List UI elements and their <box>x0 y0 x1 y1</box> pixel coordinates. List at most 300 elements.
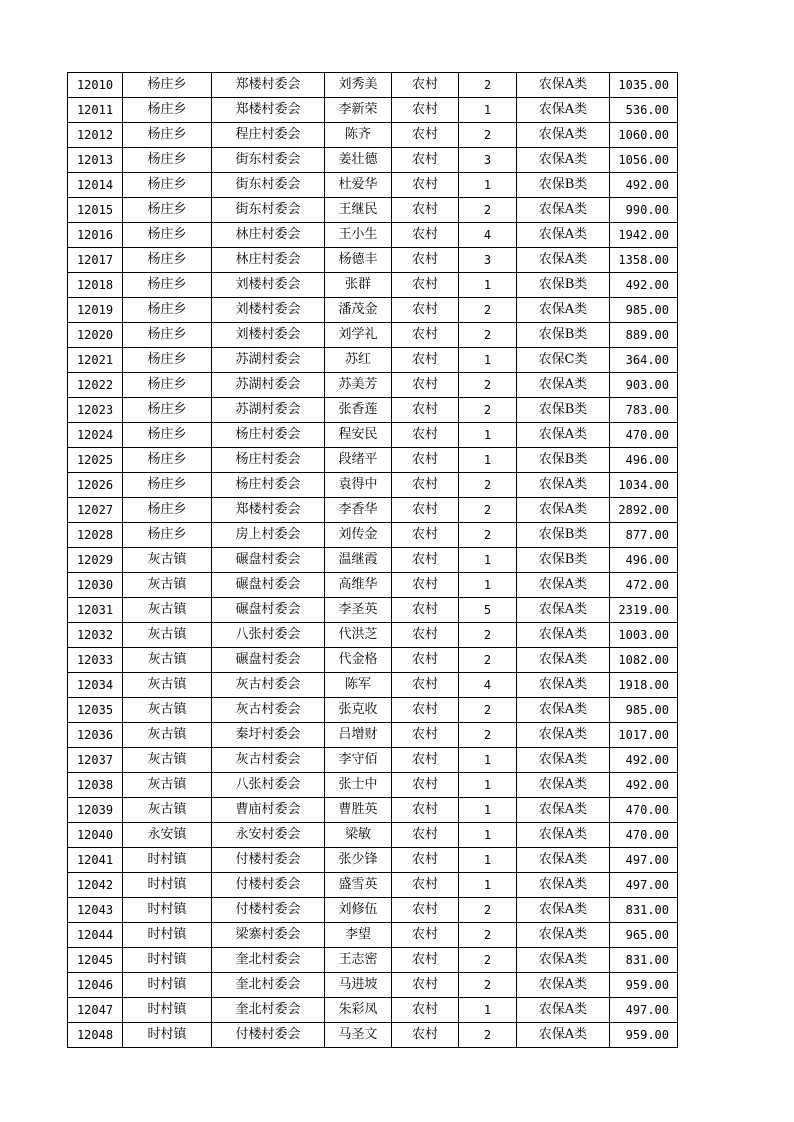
village-committee-cell: 付楼村委会 <box>212 898 325 923</box>
household-count-cell: 1 <box>459 548 517 573</box>
village-committee-cell: 程庄村委会 <box>212 123 325 148</box>
person-name-cell: 苏红 <box>325 348 392 373</box>
amount-cell: 985.00 <box>610 298 678 323</box>
village-committee-cell: 奎北村委会 <box>212 973 325 998</box>
record-id-cell: 12028 <box>68 523 123 548</box>
person-name-cell: 李望 <box>325 923 392 948</box>
person-name-cell: 杨德丰 <box>325 248 392 273</box>
record-id-cell: 12032 <box>68 623 123 648</box>
table-row <box>68 398 678 423</box>
insurance-category-cell: 农保A类 <box>517 623 610 648</box>
township-cell: 灰古镇 <box>123 723 212 748</box>
residence-type-cell: 农村 <box>392 573 459 598</box>
record-id-cell: 12010 <box>68 73 123 98</box>
table-row <box>68 523 678 548</box>
village-committee-cell: 杨庄村委会 <box>212 448 325 473</box>
person-name-cell: 温继霞 <box>325 548 392 573</box>
amount-cell: 470.00 <box>610 823 678 848</box>
record-id-cell: 12022 <box>68 373 123 398</box>
insurance-category-cell: 农保A类 <box>517 498 610 523</box>
insurance-category-cell: 农保A类 <box>517 148 610 173</box>
insurance-category-cell: 农保A类 <box>517 823 610 848</box>
residence-type-cell: 农村 <box>392 248 459 273</box>
person-name-cell: 陈齐 <box>325 123 392 148</box>
household-count-cell: 2 <box>459 723 517 748</box>
household-count-cell: 1 <box>459 823 517 848</box>
township-cell: 灰古镇 <box>123 673 212 698</box>
record-id-cell: 12019 <box>68 298 123 323</box>
village-committee-cell: 奎北村委会 <box>212 998 325 1023</box>
amount-cell: 1034.00 <box>610 473 678 498</box>
table-row <box>68 348 678 373</box>
village-committee-cell: 灰古村委会 <box>212 673 325 698</box>
insurance-category-cell: 农保B类 <box>517 173 610 198</box>
table-row <box>68 248 678 273</box>
person-name-cell: 梁敏 <box>325 823 392 848</box>
record-id-cell: 12043 <box>68 898 123 923</box>
insurance-category-cell: 农保A类 <box>517 248 610 273</box>
village-committee-cell: 碾盘村委会 <box>212 648 325 673</box>
village-committee-cell: 杨庄村委会 <box>212 473 325 498</box>
amount-cell: 497.00 <box>610 873 678 898</box>
table-row <box>68 173 678 198</box>
table-row <box>68 323 678 348</box>
amount-cell: 492.00 <box>610 773 678 798</box>
household-count-cell: 2 <box>459 623 517 648</box>
insurance-category-cell: 农保A类 <box>517 298 610 323</box>
person-name-cell: 马进坡 <box>325 973 392 998</box>
person-name-cell: 李圣英 <box>325 598 392 623</box>
household-count-cell: 1 <box>459 423 517 448</box>
insurance-category-cell: 农保A类 <box>517 223 610 248</box>
village-committee-cell: 林庄村委会 <box>212 248 325 273</box>
township-cell: 灰古镇 <box>123 623 212 648</box>
insurance-category-cell: 农保A类 <box>517 1023 610 1048</box>
person-name-cell: 姜壮德 <box>325 148 392 173</box>
household-count-cell: 2 <box>459 698 517 723</box>
table-row <box>68 448 678 473</box>
amount-cell: 496.00 <box>610 448 678 473</box>
records-table <box>67 72 678 1048</box>
amount-cell: 1017.00 <box>610 723 678 748</box>
household-count-cell: 2 <box>459 323 517 348</box>
table-row <box>68 298 678 323</box>
record-id-cell: 12018 <box>68 273 123 298</box>
household-count-cell: 1 <box>459 348 517 373</box>
residence-type-cell: 农村 <box>392 848 459 873</box>
residence-type-cell: 农村 <box>392 948 459 973</box>
residence-type-cell: 农村 <box>392 1023 459 1048</box>
township-cell: 杨庄乡 <box>123 473 212 498</box>
amount-cell: 470.00 <box>610 798 678 823</box>
household-count-cell: 2 <box>459 73 517 98</box>
township-cell: 杨庄乡 <box>123 498 212 523</box>
table-row <box>68 973 678 998</box>
village-committee-cell: 杨庄村委会 <box>212 423 325 448</box>
household-count-cell: 1 <box>459 773 517 798</box>
village-committee-cell: 郑楼村委会 <box>212 498 325 523</box>
insurance-category-cell: 农保A类 <box>517 648 610 673</box>
township-cell: 时村镇 <box>123 873 212 898</box>
township-cell: 灰古镇 <box>123 773 212 798</box>
amount-cell: 472.00 <box>610 573 678 598</box>
insurance-category-cell: 农保A类 <box>517 423 610 448</box>
township-cell: 杨庄乡 <box>123 523 212 548</box>
township-cell: 时村镇 <box>123 923 212 948</box>
person-name-cell: 王小生 <box>325 223 392 248</box>
insurance-category-cell: 农保A类 <box>517 773 610 798</box>
amount-cell: 536.00 <box>610 98 678 123</box>
township-cell: 杨庄乡 <box>123 248 212 273</box>
village-committee-cell: 街东村委会 <box>212 148 325 173</box>
person-name-cell: 段绪平 <box>325 448 392 473</box>
person-name-cell: 代洪芝 <box>325 623 392 648</box>
person-name-cell: 朱彩凤 <box>325 998 392 1023</box>
residence-type-cell: 农村 <box>392 798 459 823</box>
person-name-cell: 程安民 <box>325 423 392 448</box>
table-row <box>68 373 678 398</box>
village-committee-cell: 灰古村委会 <box>212 698 325 723</box>
table-row <box>68 1023 678 1048</box>
table-row <box>68 273 678 298</box>
village-committee-cell: 八张村委会 <box>212 773 325 798</box>
residence-type-cell: 农村 <box>392 623 459 648</box>
township-cell: 时村镇 <box>123 998 212 1023</box>
residence-type-cell: 农村 <box>392 898 459 923</box>
table-row <box>68 648 678 673</box>
table-row <box>68 548 678 573</box>
village-committee-cell: 苏湖村委会 <box>212 348 325 373</box>
table-row <box>68 73 678 98</box>
person-name-cell: 刘秀美 <box>325 73 392 98</box>
table-row <box>68 473 678 498</box>
household-count-cell: 2 <box>459 523 517 548</box>
insurance-category-cell: 农保A类 <box>517 748 610 773</box>
residence-type-cell: 农村 <box>392 723 459 748</box>
record-id-cell: 12024 <box>68 423 123 448</box>
household-count-cell: 3 <box>459 248 517 273</box>
township-cell: 灰古镇 <box>123 698 212 723</box>
township-cell: 杨庄乡 <box>123 98 212 123</box>
table-row <box>68 673 678 698</box>
residence-type-cell: 农村 <box>392 548 459 573</box>
township-cell: 杨庄乡 <box>123 323 212 348</box>
household-count-cell: 1 <box>459 798 517 823</box>
residence-type-cell: 农村 <box>392 923 459 948</box>
village-committee-cell: 刘楼村委会 <box>212 273 325 298</box>
person-name-cell: 刘学礼 <box>325 323 392 348</box>
household-count-cell: 2 <box>459 948 517 973</box>
record-id-cell: 12014 <box>68 173 123 198</box>
village-committee-cell: 林庄村委会 <box>212 223 325 248</box>
insurance-category-cell: 农保A类 <box>517 698 610 723</box>
household-count-cell: 2 <box>459 198 517 223</box>
village-committee-cell: 秦圩村委会 <box>212 723 325 748</box>
amount-cell: 1003.00 <box>610 623 678 648</box>
household-count-cell: 1 <box>459 998 517 1023</box>
record-id-cell: 12048 <box>68 1023 123 1048</box>
township-cell: 杨庄乡 <box>123 223 212 248</box>
village-committee-cell: 曹庙村委会 <box>212 798 325 823</box>
record-id-cell: 12029 <box>68 548 123 573</box>
residence-type-cell: 农村 <box>392 348 459 373</box>
residence-type-cell: 农村 <box>392 398 459 423</box>
insurance-category-cell: 农保B类 <box>517 523 610 548</box>
table-row <box>68 148 678 173</box>
amount-cell: 2892.00 <box>610 498 678 523</box>
person-name-cell: 高维华 <box>325 573 392 598</box>
household-count-cell: 3 <box>459 148 517 173</box>
residence-type-cell: 农村 <box>392 273 459 298</box>
amount-cell: 889.00 <box>610 323 678 348</box>
township-cell: 灰古镇 <box>123 573 212 598</box>
person-name-cell: 张士中 <box>325 773 392 798</box>
household-count-cell: 2 <box>459 298 517 323</box>
record-id-cell: 12039 <box>68 798 123 823</box>
person-name-cell: 张少锋 <box>325 848 392 873</box>
insurance-category-cell: 农保A类 <box>517 798 610 823</box>
township-cell: 杨庄乡 <box>123 173 212 198</box>
township-cell: 灰古镇 <box>123 748 212 773</box>
household-count-cell: 1 <box>459 573 517 598</box>
amount-cell: 470.00 <box>610 423 678 448</box>
household-count-cell: 2 <box>459 648 517 673</box>
insurance-category-cell: 农保A类 <box>517 973 610 998</box>
township-cell: 杨庄乡 <box>123 123 212 148</box>
insurance-category-cell: 农保A类 <box>517 923 610 948</box>
amount-cell: 959.00 <box>610 1023 678 1048</box>
person-name-cell: 杜爱华 <box>325 173 392 198</box>
table-row <box>68 598 678 623</box>
residence-type-cell: 农村 <box>392 498 459 523</box>
township-cell: 杨庄乡 <box>123 148 212 173</box>
residence-type-cell: 农村 <box>392 448 459 473</box>
insurance-category-cell: 农保A类 <box>517 848 610 873</box>
household-count-cell: 4 <box>459 673 517 698</box>
amount-cell: 783.00 <box>610 398 678 423</box>
person-name-cell: 代金格 <box>325 648 392 673</box>
residence-type-cell: 农村 <box>392 598 459 623</box>
amount-cell: 1358.00 <box>610 248 678 273</box>
village-committee-cell: 梁寨村委会 <box>212 923 325 948</box>
residence-type-cell: 农村 <box>392 98 459 123</box>
residence-type-cell: 农村 <box>392 423 459 448</box>
person-name-cell: 张香莲 <box>325 398 392 423</box>
township-cell: 杨庄乡 <box>123 348 212 373</box>
residence-type-cell: 农村 <box>392 223 459 248</box>
amount-cell: 364.00 <box>610 348 678 373</box>
person-name-cell: 苏美芳 <box>325 373 392 398</box>
table-row <box>68 198 678 223</box>
record-id-cell: 12023 <box>68 398 123 423</box>
residence-type-cell: 农村 <box>392 748 459 773</box>
table-row <box>68 573 678 598</box>
table-row <box>68 998 678 1023</box>
household-count-cell: 1 <box>459 173 517 198</box>
household-count-cell: 1 <box>459 848 517 873</box>
residence-type-cell: 农村 <box>392 648 459 673</box>
residence-type-cell: 农村 <box>392 773 459 798</box>
record-id-cell: 12016 <box>68 223 123 248</box>
residence-type-cell: 农村 <box>392 523 459 548</box>
amount-cell: 1060.00 <box>610 123 678 148</box>
record-id-cell: 12030 <box>68 573 123 598</box>
amount-cell: 959.00 <box>610 973 678 998</box>
insurance-category-cell: 农保A类 <box>517 898 610 923</box>
insurance-category-cell: 农保A类 <box>517 873 610 898</box>
residence-type-cell: 农村 <box>392 998 459 1023</box>
township-cell: 时村镇 <box>123 948 212 973</box>
insurance-category-cell: 农保B类 <box>517 398 610 423</box>
household-count-cell: 1 <box>459 748 517 773</box>
person-name-cell: 潘茂金 <box>325 298 392 323</box>
village-committee-cell: 郑楼村委会 <box>212 73 325 98</box>
record-id-cell: 12035 <box>68 698 123 723</box>
residence-type-cell: 农村 <box>392 823 459 848</box>
insurance-category-cell: 农保A类 <box>517 673 610 698</box>
table-row <box>68 698 678 723</box>
insurance-category-cell: 农保A类 <box>517 123 610 148</box>
household-count-cell: 2 <box>459 473 517 498</box>
table-row <box>68 748 678 773</box>
township-cell: 杨庄乡 <box>123 423 212 448</box>
household-count-cell: 2 <box>459 1023 517 1048</box>
village-committee-cell: 灰古村委会 <box>212 748 325 773</box>
township-cell: 杨庄乡 <box>123 198 212 223</box>
amount-cell: 1082.00 <box>610 648 678 673</box>
table-row <box>68 623 678 648</box>
township-cell: 杨庄乡 <box>123 273 212 298</box>
record-id-cell: 12026 <box>68 473 123 498</box>
person-name-cell: 陈军 <box>325 673 392 698</box>
village-committee-cell: 碾盘村委会 <box>212 548 325 573</box>
residence-type-cell: 农村 <box>392 148 459 173</box>
amount-cell: 492.00 <box>610 173 678 198</box>
record-id-cell: 12041 <box>68 848 123 873</box>
household-count-cell: 2 <box>459 373 517 398</box>
person-name-cell: 曹胜英 <box>325 798 392 823</box>
village-committee-cell: 八张村委会 <box>212 623 325 648</box>
amount-cell: 2319.00 <box>610 598 678 623</box>
table-row <box>68 948 678 973</box>
table-row <box>68 898 678 923</box>
amount-cell: 1942.00 <box>610 223 678 248</box>
residence-type-cell: 农村 <box>392 323 459 348</box>
table-row <box>68 798 678 823</box>
person-name-cell: 李香华 <box>325 498 392 523</box>
village-committee-cell: 刘楼村委会 <box>212 323 325 348</box>
table-row <box>68 823 678 848</box>
village-committee-cell: 付楼村委会 <box>212 873 325 898</box>
insurance-category-cell: 农保B类 <box>517 548 610 573</box>
household-count-cell: 2 <box>459 123 517 148</box>
township-cell: 时村镇 <box>123 848 212 873</box>
household-count-cell: 1 <box>459 448 517 473</box>
table-row <box>68 848 678 873</box>
record-id-cell: 12015 <box>68 198 123 223</box>
household-count-cell: 5 <box>459 598 517 623</box>
record-id-cell: 12040 <box>68 823 123 848</box>
insurance-category-cell: 农保A类 <box>517 573 610 598</box>
amount-cell: 903.00 <box>610 373 678 398</box>
residence-type-cell: 农村 <box>392 473 459 498</box>
record-id-cell: 12037 <box>68 748 123 773</box>
household-count-cell: 1 <box>459 273 517 298</box>
record-id-cell: 12020 <box>68 323 123 348</box>
amount-cell: 831.00 <box>610 898 678 923</box>
household-count-cell: 2 <box>459 398 517 423</box>
township-cell: 杨庄乡 <box>123 448 212 473</box>
residence-type-cell: 农村 <box>392 173 459 198</box>
insurance-category-cell: 农保C类 <box>517 348 610 373</box>
table-row <box>68 98 678 123</box>
person-name-cell: 刘传金 <box>325 523 392 548</box>
insurance-category-cell: 农保A类 <box>517 73 610 98</box>
person-name-cell: 张群 <box>325 273 392 298</box>
village-committee-cell: 碾盘村委会 <box>212 573 325 598</box>
insurance-category-cell: 农保A类 <box>517 598 610 623</box>
residence-type-cell: 农村 <box>392 673 459 698</box>
record-id-cell: 12012 <box>68 123 123 148</box>
record-id-cell: 12042 <box>68 873 123 898</box>
insurance-category-cell: 农保A类 <box>517 198 610 223</box>
village-committee-cell: 付楼村委会 <box>212 848 325 873</box>
insurance-category-cell: 农保B类 <box>517 273 610 298</box>
table-row <box>68 873 678 898</box>
residence-type-cell: 农村 <box>392 973 459 998</box>
record-id-cell: 12017 <box>68 248 123 273</box>
household-count-cell: 2 <box>459 898 517 923</box>
table-row <box>68 773 678 798</box>
township-cell: 灰古镇 <box>123 548 212 573</box>
insurance-category-cell: 农保A类 <box>517 473 610 498</box>
record-id-cell: 12047 <box>68 998 123 1023</box>
record-id-cell: 12031 <box>68 598 123 623</box>
person-name-cell: 吕增财 <box>325 723 392 748</box>
table-body <box>68 73 678 1048</box>
record-id-cell: 12045 <box>68 948 123 973</box>
table-row <box>68 123 678 148</box>
amount-cell: 1918.00 <box>610 673 678 698</box>
residence-type-cell: 农村 <box>392 873 459 898</box>
person-name-cell: 李新荣 <box>325 98 392 123</box>
village-committee-cell: 刘楼村委会 <box>212 298 325 323</box>
village-committee-cell: 苏湖村委会 <box>212 373 325 398</box>
township-cell: 杨庄乡 <box>123 398 212 423</box>
amount-cell: 492.00 <box>610 748 678 773</box>
person-name-cell: 张克收 <box>325 698 392 723</box>
household-count-cell: 1 <box>459 873 517 898</box>
amount-cell: 990.00 <box>610 198 678 223</box>
household-count-cell: 2 <box>459 498 517 523</box>
person-name-cell: 李守佰 <box>325 748 392 773</box>
person-name-cell: 盛雪英 <box>325 873 392 898</box>
amount-cell: 831.00 <box>610 948 678 973</box>
village-committee-cell: 房上村委会 <box>212 523 325 548</box>
insurance-category-cell: 农保A类 <box>517 723 610 748</box>
record-id-cell: 12027 <box>68 498 123 523</box>
insurance-category-cell: 农保A类 <box>517 998 610 1023</box>
amount-cell: 877.00 <box>610 523 678 548</box>
person-name-cell: 袁得中 <box>325 473 392 498</box>
person-name-cell: 马圣文 <box>325 1023 392 1048</box>
table-row <box>68 223 678 248</box>
insurance-category-cell: 农保B类 <box>517 448 610 473</box>
residence-type-cell: 农村 <box>392 123 459 148</box>
township-cell: 杨庄乡 <box>123 298 212 323</box>
township-cell: 灰古镇 <box>123 598 212 623</box>
insurance-category-cell: 农保A类 <box>517 373 610 398</box>
